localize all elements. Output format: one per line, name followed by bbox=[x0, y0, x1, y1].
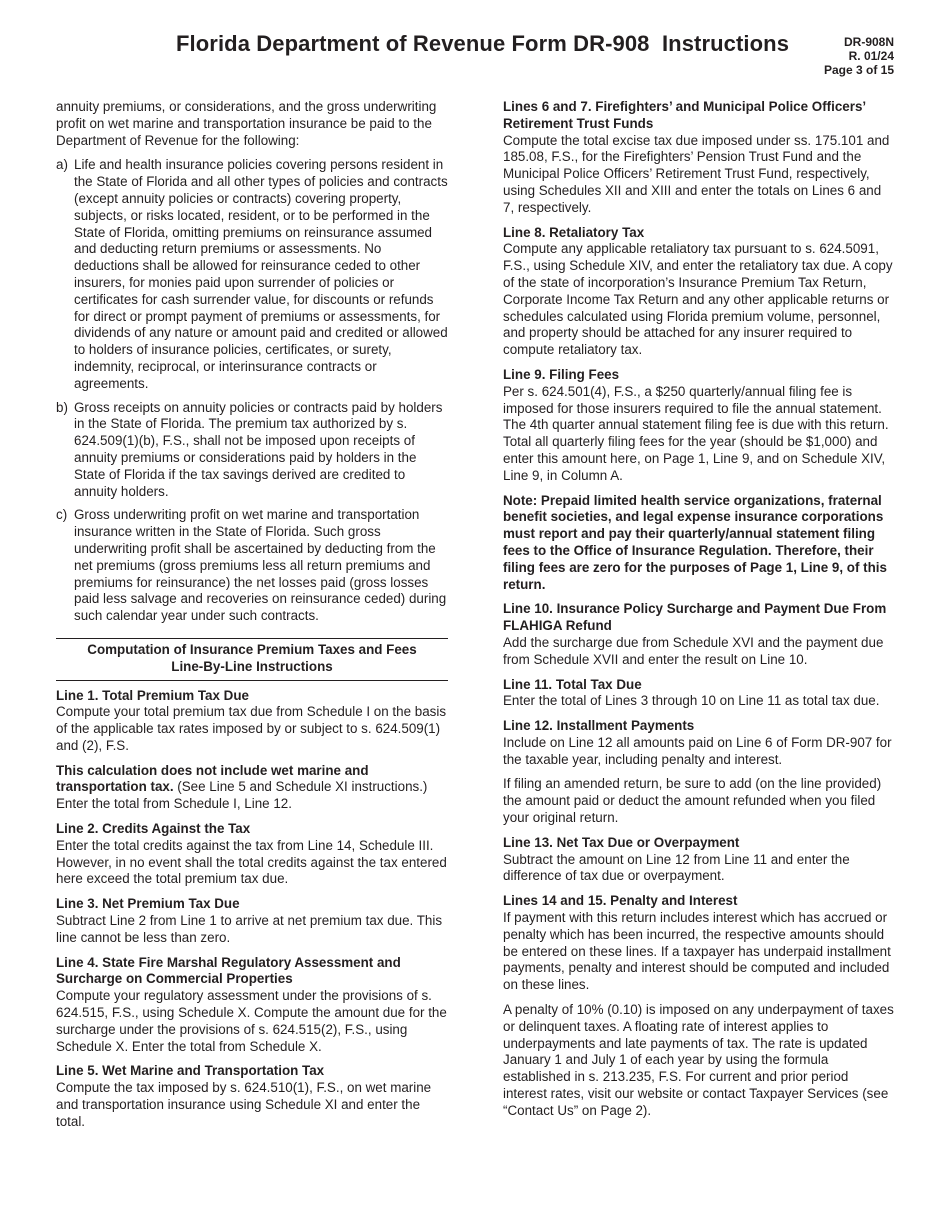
right-column bbox=[503, 99, 895, 1128]
line11-text: Enter the total of Lines 3 through 10 on Line 11 as total tax due. bbox=[503, 693, 880, 709]
line1-instructions bbox=[56, 688, 448, 755]
list-item-text: Gross receipts on annuity policies or contracts paid by holders in the State of Florida. The premium tax authorized by s. 624.509(1)(b), F.S., shall not be imposed upon receipts of annuity premiums or considerations paid by holders in the State of Florida if the tax savings derived are credited to annuity holders. bbox=[74, 399, 443, 499]
line1-note-bold: This calculation does not include wet marine and transportation tax. bbox=[56, 762, 369, 795]
line12-heading: Line 12. Installment Payments bbox=[503, 718, 695, 734]
line13-text: Subtract the amount on Line 12 from Line 11 and enter the difference of tax due or overpayment. bbox=[503, 851, 850, 884]
list-item bbox=[56, 400, 448, 501]
line1-heading: Line 1. Total Premium Tax Due bbox=[56, 687, 249, 703]
page-number: Page 3 of 15 bbox=[823, 63, 894, 77]
section-title: Computation of Insurance Premium Taxes and Fees bbox=[87, 641, 417, 657]
line8-heading: Line 8. Retaliatory Tax bbox=[503, 224, 645, 240]
line4-instructions bbox=[56, 955, 448, 1056]
line9-text: Per s. 624.501(4), F.S., a $250 quarterly/annual filing fee is imposed for those insurers required to file the annual statement. The 4th quarter annual statement filing fee is due with this return. Total all quarterly filing fees for the year (should be $1,000) and enter this amount here, on Page 1, Line 9, and on Schedule XIV, Line 9, in Column A. bbox=[503, 383, 889, 483]
page-title: Florida Department of Revenue Form DR-908 Instructions bbox=[176, 31, 790, 56]
line1-note bbox=[56, 763, 448, 813]
line5-instructions bbox=[56, 1063, 448, 1130]
line10-text: Add the surcharge due from Schedule XVI and the payment due from Schedule XVII and enter the result on Line 10. bbox=[503, 634, 884, 667]
line3-instructions bbox=[56, 896, 448, 946]
intro-paragraph: annuity premiums, or considerations, and the gross underwriting profit on wet marine and transportation insurance be paid to the Department of Revenue for the following: bbox=[56, 99, 437, 148]
list-item-label: a) bbox=[56, 157, 68, 173]
line4-text: Compute your regulatory assessment under the provisions of s. 624.515, F.S., using Schedule X. Compute the amount due for the surcharge under the provisions of s. 624.515(2), F.S., using Schedule X. Enter the total from Schedule X. bbox=[56, 988, 447, 1054]
line1415-heading: Lines 14 and 15. Penalty and Interest bbox=[503, 893, 738, 909]
line13-heading: Line 13. Net Tax Due or Overpayment bbox=[503, 834, 740, 850]
line67-heading: Lines 6 and 7. Firefighters’ and Municipal Police Officers’ Retirement Trust Funds bbox=[503, 99, 866, 131]
line8-text: Compute any applicable retaliatory tax pursuant to s. 624.5091, F.S., using Schedule XIV, and enter the retaliatory tax due. A copy of the state of incorporation’s Insurance Premium Tax Return, Corporate Income Tax Return and any other applicable returns or schedules calculated using Florida premium volume, personnel, and property should be attached for any insurer required to compute retaliatory tax. bbox=[503, 241, 893, 358]
list-item-label: c) bbox=[56, 507, 68, 523]
form-number: DR-908N bbox=[843, 35, 894, 49]
list-item-text: Life and health insurance policies covering persons resident in the State of Florida and all other types of policies and contracts (except annuity policies or contracts) covering property, subjects, or risks located, resident, or to be performed in the State of Florida, omitting premiums on reinsurance assumed and deducting return premiums or assessments. No deductions shall be allowed for reinsurance ceded to other insurers, for monies paid upon surrender of policies or certificates for cash surrender value, for discounts or refunds for direct or prompt payment of premiums or assessments, for dividends of any nature or amount paid and credited or allowed to holders of insurance policies, certificates, or surety, indemnity, reciprocal, or interinsurance contracts or agreements. bbox=[74, 157, 448, 391]
line5-heading: Line 5. Wet Marine and Transportation Tax bbox=[56, 1063, 325, 1079]
list-item bbox=[56, 507, 448, 625]
line9-heading: Line 9. Filing Fees bbox=[503, 366, 620, 382]
line1415-instructions bbox=[503, 893, 895, 994]
line8-instructions bbox=[503, 225, 895, 359]
line12-instructions bbox=[503, 718, 895, 768]
form-identifier bbox=[824, 35, 894, 77]
list-item-text: Gross underwriting profit on wet marine and transportation insurance written in the State of Florida. Such gross underwriting profit shall be ascertained by deducting from the net premiums (gross premiums less all return premiums and premiums for reinsurance) the net losses paid (gross losses paid less salvage and recoveries on reinsurance ceded) during such calendar year under such contracts. bbox=[74, 507, 447, 624]
line12-text: Include on Line 12 all amounts paid on Line 6 of Form DR-907 for the taxable year, including penalty and interest. bbox=[503, 734, 892, 767]
line2-instructions bbox=[56, 821, 448, 888]
line9-note: Note: Prepaid limited health service organizations, fraternal benefit societies, and legal expense insurance corporations must report and pay their quarterly/annual statement filing fees to the Office of Insurance Regulation. Therefore, their filing fees are zero for the purposes of Page 1, Line 9, of this return. bbox=[503, 492, 887, 592]
line3-heading: Line 3. Net Premium Tax Due bbox=[56, 896, 240, 912]
left-column bbox=[56, 99, 448, 1139]
line2-text: Enter the total credits against the tax from Line 14, Schedule III. However, in no event shall the total credits against the tax entered here exceed the total premium tax due. bbox=[56, 837, 447, 887]
line5-text: Compute the tax imposed by s. 624.510(1), F.S., on wet marine and transportation insurance using Schedule XI and enter the total. bbox=[56, 1080, 432, 1129]
line1-note-text: (See Line 5 and Schedule XI instructions.) Enter the total from Schedule I, Line 12. bbox=[56, 779, 428, 812]
line9-instructions bbox=[503, 367, 895, 485]
form-revision: R. 01/24 bbox=[848, 49, 894, 63]
line12-amended-note: If filing an amended return, be sure to add (on the line provided) the amount paid or deduct the amount refunded when you filed your original return. bbox=[503, 776, 882, 826]
line13-instructions bbox=[503, 835, 895, 885]
line11-instructions bbox=[503, 677, 895, 711]
line1-text: Compute your total premium tax due from Schedule I on the basis of the applicable tax rates imposed by or subject to s. 624.509(1) and (2), F.S. bbox=[56, 704, 447, 753]
line10-instructions bbox=[503, 601, 895, 668]
line67-text: Compute the total excise tax due imposed under ss. 175.101 and 185.08, F.S., for the Firefighters’ Pension Trust Fund and the Municipal Police Officers’ Retirement Trust Fund, respectively, using Schedules XII and XIII and enter the totals on Lines 6 and 7, respectively. bbox=[503, 132, 890, 215]
line1415-text: If payment with this return includes interest which has accrued or penalty which has been incurred, the respective amounts should be entered on these lines. If a taxpayer has underpaid installment payments, penalty and interest should be computed and included on these lines. bbox=[503, 910, 891, 993]
section-subtitle: Line-By-Line Instructions bbox=[171, 658, 333, 674]
line3-text: Subtract Line 2 from Line 1 to arrive at net premium tax due. This line cannot be less than zero. bbox=[56, 913, 443, 945]
section-heading-box bbox=[56, 638, 448, 681]
line10-heading: Line 10. Insurance Policy Surcharge and Payment Due From FLAHIGA Refund bbox=[503, 601, 887, 634]
line4-heading: Line 4. State Fire Marshal Regulatory Assessment and Surcharge on Commercial Properties bbox=[56, 954, 401, 987]
penalty-interest-paragraph: A penalty of 10% (0.10) is imposed on any underpayment of taxes or delinquent taxes. A floating rate of interest applies to underpayments and late payments of tax. The rate is updated January 1 and July 1 of each year by using the formula established in s. 213.235, F.S. For current and prior period interest rates, visit our website or contact Taxpayer Services (see “Contact Us” on Page 2). bbox=[503, 1002, 894, 1118]
list-item-label: b) bbox=[56, 399, 68, 415]
line2-heading: Line 2. Credits Against the Tax bbox=[56, 821, 251, 837]
list-item bbox=[56, 157, 448, 392]
line11-heading: Line 11. Total Tax Due bbox=[503, 676, 642, 692]
line67-instructions bbox=[503, 99, 895, 217]
